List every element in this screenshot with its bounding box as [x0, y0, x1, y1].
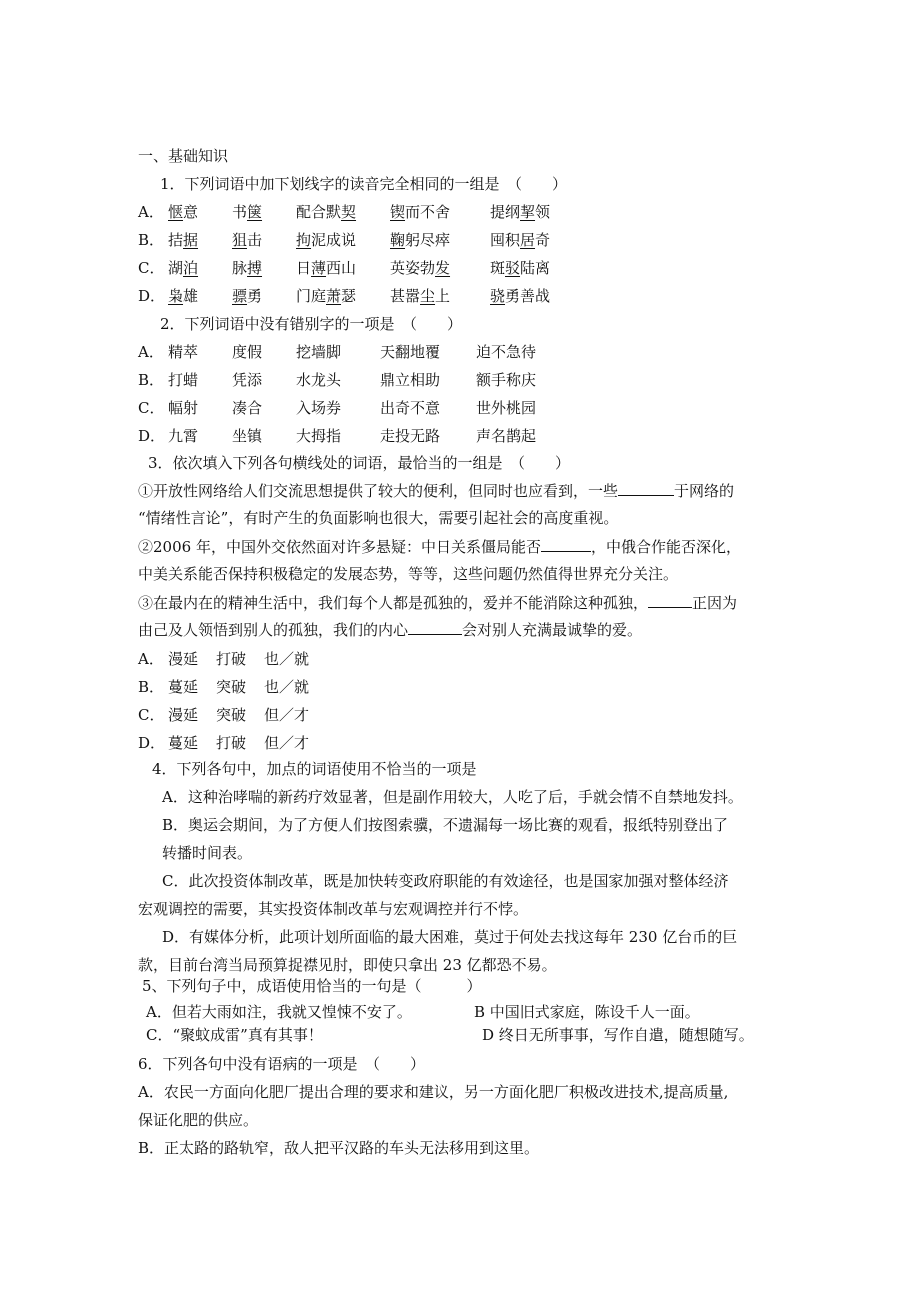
option-label: A． — [138, 650, 164, 668]
option-word: 度假 — [232, 343, 263, 361]
q3-s3-text-d: 会对别人充满最诚挚的爱。 — [462, 621, 643, 639]
option-word: 凭添 — [232, 371, 263, 389]
option-word: 拘泥成说 — [296, 231, 357, 249]
option-word: 鼎立相助 — [380, 371, 441, 389]
q6-stem: 6．下列各句中没有语病的一项是 （ ） — [138, 1055, 426, 1073]
q5-option-b: B 中国旧式家庭，陈设千人一面。 — [474, 1003, 700, 1021]
q3-s3-text-c: 由己及人领悟到别人的孤独，我们的内心 — [138, 621, 409, 639]
option-word: 但／才 — [264, 734, 310, 752]
option-word: 门庭萧瑟 — [296, 287, 357, 305]
option-word: 鞠躬尽瘁 — [390, 231, 451, 249]
option-label: B． — [138, 231, 165, 249]
option-word: 突破 — [216, 678, 247, 696]
q2-stem: 2．下列词语中没有错别字的一项是 （ ） — [160, 315, 463, 333]
q4-option-b-cont: 转播时间表。 — [162, 844, 253, 862]
fill-blank-2 — [541, 537, 591, 552]
option-word: 囤积居奇 — [490, 231, 551, 249]
option-word: 打破 — [216, 650, 247, 668]
option-word: 走投无路 — [380, 427, 441, 445]
option-word: 配合默契 — [296, 203, 357, 221]
q4-option-a: A．这种治哮喘的新药疗效显著，但是副作用较大，人吃了后，手就会情不自禁地发抖。 — [162, 788, 743, 806]
option-word: 日薄西山 — [296, 259, 357, 277]
q4-stem: 4．下列各句中，加点的词语使用不恰当的一项是 — [152, 760, 477, 778]
option-word: 声名鹊起 — [476, 427, 537, 445]
option-word: 枭雄 — [168, 287, 199, 305]
q5-option-c: C．“聚蚊成雷”真有其事！ — [146, 1026, 323, 1044]
q6-option-a: A．农民一方面向化肥厂提出合理的要求和建议，另一方面化肥厂积极改进技术,提高质量, — [138, 1083, 729, 1101]
q3-s2-text-b: ，中俄合作能否深化， — [590, 538, 741, 556]
option-word: 英姿勃发 — [390, 259, 451, 277]
option-word: 额手称庆 — [476, 371, 537, 389]
q3-s2-text-a: ②2006 年，中国外交依然面对许多悬疑：中日关系僵局能否 — [138, 538, 541, 556]
section-title: 一、基础知识 — [138, 147, 229, 165]
q3-sentence-1 — [138, 481, 734, 501]
option-label: C． — [138, 706, 165, 724]
option-word: 也／就 — [264, 650, 310, 668]
option-word: 骁勇善战 — [490, 287, 551, 305]
option-label: C． — [138, 399, 165, 417]
option-word: 甚嚣尘上 — [390, 287, 451, 305]
option-word: 出奇不意 — [380, 399, 441, 417]
q3-s1-text-b: 于网络的 — [674, 482, 735, 500]
q4-option-d-cont: 款，目前台湾当局预算捉襟见肘，即使只拿出 23 亿都恐不易。 — [138, 956, 557, 974]
option-word: 湖泊 — [168, 259, 199, 277]
q6-option-a-cont: 保证化肥的供应。 — [138, 1111, 259, 1129]
q5-option-a: A．但若大雨如注，我就又惶悚不安了。 — [146, 1003, 412, 1021]
option-word: 天翻地覆 — [380, 343, 441, 361]
option-word: 斑驳陆离 — [490, 259, 551, 277]
q4-option-c-cont: 宏观调控的需要，其实投资体制改革与宏观调控并行不悖。 — [138, 900, 529, 918]
option-word: 打破 — [216, 734, 247, 752]
option-word: 坐镇 — [232, 427, 263, 445]
q3-sentence-3 — [138, 593, 737, 613]
option-word: 挖墙脚 — [296, 343, 342, 361]
option-word: 锲而不舍 — [390, 203, 451, 221]
q5-option-d: D 终日无所事事，写作自遣，随想随写。 — [482, 1026, 754, 1044]
q3-s1-text-a: ①开放性网络给人们交流思想提供了较大的便利，但同时也应看到，一些 — [138, 482, 619, 500]
option-label: D． — [138, 734, 166, 752]
option-label: B． — [138, 678, 165, 696]
option-word: 蔓延 — [168, 734, 199, 752]
option-word: 水龙头 — [296, 371, 342, 389]
q3-s3-text-a: ③在最内在的精神生活中，我们每个人都是孤独的，爱并不能消除这种孤独， — [138, 594, 649, 612]
q3-s3-text-b: 正因为 — [692, 594, 738, 612]
option-label: C． — [138, 259, 165, 277]
option-word: 漫延 — [168, 706, 199, 724]
option-word: 也／就 — [264, 678, 310, 696]
option-word: 打蜡 — [168, 371, 199, 389]
fill-blank-1 — [618, 481, 674, 496]
q4-option-c: C．此次投资体制改革，既是加快转变政府职能的有效途径，也是国家加强对整体经济 — [162, 872, 729, 890]
q6-option-b: B．正太路的路轨窄，敌人把平汉路的车头无法移用到这里。 — [138, 1139, 540, 1157]
q1-stem: 1．下列词语中加下划线字的读音完全相同的一组是 （ ） — [160, 175, 568, 193]
option-word: 精萃 — [168, 343, 199, 361]
option-word: 拮据 — [168, 231, 199, 249]
option-word: 但／才 — [264, 706, 310, 724]
option-label: B． — [138, 371, 165, 389]
option-word: 提纲挈领 — [490, 203, 551, 221]
option-label: A． — [138, 343, 164, 361]
option-word: 蔓延 — [168, 678, 199, 696]
option-label: D． — [138, 287, 166, 305]
option-word: 迫不急待 — [476, 343, 537, 361]
q3-sentence-3-cont — [138, 620, 642, 640]
option-word: 脉搏 — [232, 259, 263, 277]
option-word: 惬意 — [168, 203, 199, 221]
option-word: 狙击 — [232, 231, 263, 249]
option-word: 入场券 — [296, 399, 342, 417]
option-word: 大拇指 — [296, 427, 342, 445]
option-word: 书箧 — [232, 203, 263, 221]
option-word: 突破 — [216, 706, 247, 724]
q5-stem: 5、下列句子中，成语使用恰当的一句是（ ） — [142, 977, 482, 995]
q3-sentence-2-cont: 中美关系能否保持积极稳定的发展态势，等等，这些问题仍然值得世界充分关注。 — [138, 565, 679, 583]
option-label: A． — [138, 203, 164, 221]
q3-sentence-1-cont: “情绪性言论”，有时产生的负面影响也很大，需要引起社会的高度重视。 — [138, 509, 619, 527]
q3-stem: 3．依次填入下列各句横线处的词语，最恰当的一组是 （ ） — [148, 454, 571, 472]
option-word: 幅射 — [168, 399, 199, 417]
q3-sentence-2 — [138, 537, 741, 557]
q4-option-b: B．奥运会期间，为了方便人们按图索骥，不遗漏每一场比赛的观看，报纸特别登出了 — [162, 816, 729, 834]
fill-blank-4 — [408, 620, 462, 635]
fill-blank-3 — [648, 593, 692, 608]
option-word: 世外桃园 — [476, 399, 537, 417]
option-word: 漫延 — [168, 650, 199, 668]
option-word: 凑合 — [232, 399, 263, 417]
option-label: D． — [138, 427, 166, 445]
option-word: 骠勇 — [232, 287, 263, 305]
q4-option-d: D．有媒体分析，此项计划所面临的最大困难，莫过于何处去找这每年 230 亿台币的巨 — [162, 928, 738, 946]
option-word: 九霄 — [168, 427, 199, 445]
